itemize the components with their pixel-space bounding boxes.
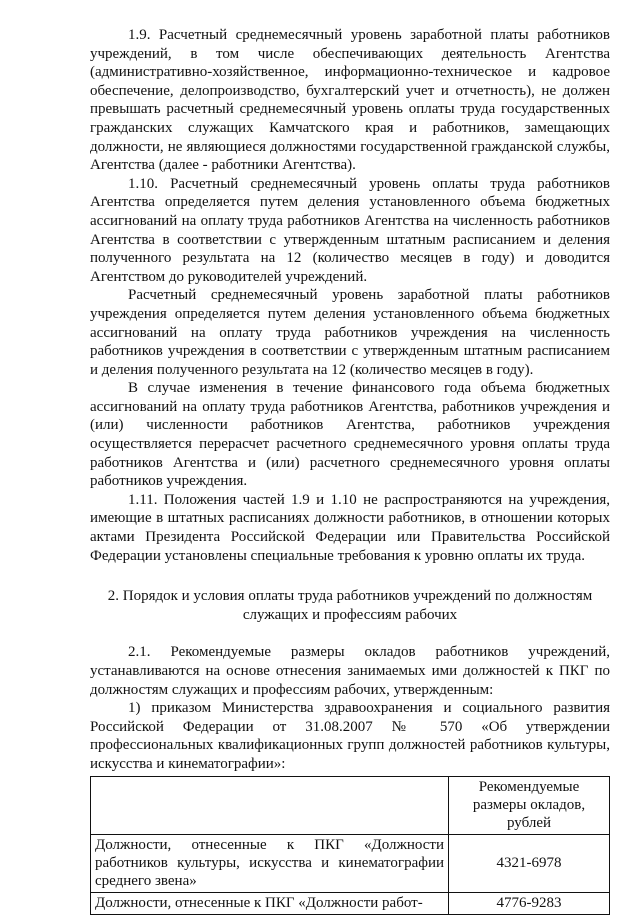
table-cell-position: Должности, отнесенные к ПКГ «Должности работ- [91,892,449,914]
table-header-salary: Рекомендуемые размеры окладов, рублей [449,776,610,834]
table-cell-salary: 4321-6978 [449,834,610,892]
table-cell-position: Должности, отнесенные к ПКГ «Должности работников культуры, искусства и кинематографии среднего звена» [91,834,449,892]
paragraph-1-9: 1.9. Расчетный среднемесячный уровень заработной платы работников учреждений, в том числе обеспечивающих деятельность Агентства (административно-хозяйственное, информационно-техническое и кадровое обеспечение, делопроизводство, бухгалтерский учет и отчетность), не должен превышать расчетный среднемесячный уровень оплаты труда государственных гражданских служащих Камчатского края и работников, замещающих должности, не являющиеся должностями государственной гражданской службы, Агентства (далее - работники Агентства). [90,27,610,174]
section-title: 2. Порядок и условия оплаты труда работников учреждений по должностям служащих и профессиям рабочих [107,588,593,623]
table-row [91,834,610,892]
paragraph-2-1: 2.1. Рекомендуемые размеры окладов работников учреждений, устанавливаются на основе отнесения занимаемых ими должностей к ПКГ по должностям служащих и профессиям рабочих, утвержденным: [90,644,610,698]
table-header-row [91,776,610,834]
table-header-position [91,776,449,834]
paragraph-1-11: 1.11. Положения частей 1.9 и 1.10 не распространяются на учреждения, имеющие в штатных расписаниях должности работников, в отношении которых актами Президента Российской Федерации или Правительства Российской Федерации установлены специальные требования к уровню оплаты их труда. [90,491,610,564]
document-page [90,26,610,915]
paragraph-1-10: 1.10. Расчетный среднемесячный уровень оплаты труда работников Агентства определяется путем деления установленного объема бюджетных ассигнований на оплату труда работников Агентства на численность работников Агентства в соответствии с утвержденным штатным расписанием и деления полученного результата на 12 (количество месяцев в году) и доводится Агентством до руководителей учреждений. [90,175,610,285]
paragraph-order-570: 1) приказом Министерства здравоохранения и социального развития Российской Федерации от 31.08.2007 № 570 «Об утверждении профессиональных квалификационных групп должностей работников культуры, искусства и кинематографии»: [90,700,610,772]
paragraph-institution-salary: Расчетный среднемесячный уровень заработной платы работников учреждения определяется путем деления установленного объема бюджетных ассигнований на оплату труда работников учреждения на численность работников учреждения в соответствии с утвержденным штатным расписанием и деления полученного результата на 12 (количество месяцев в году). [90,287,610,378]
paragraph-recalculation: В случае изменения в течение финансового года объема бюджетных ассигнований на оплату труда работников Агентства, работников учреждения и (или) численности работников Агентства, работников учреждения осуществляется перерасчет расчетного среднемесячного уровня оплаты труда работников Агентства и (или) расчетного среднемесячного уровня оплаты работников учреждения. [90,380,610,490]
table-row [91,892,610,914]
salary-table [90,776,610,915]
table-cell-salary: 4776-9283 [449,892,610,914]
